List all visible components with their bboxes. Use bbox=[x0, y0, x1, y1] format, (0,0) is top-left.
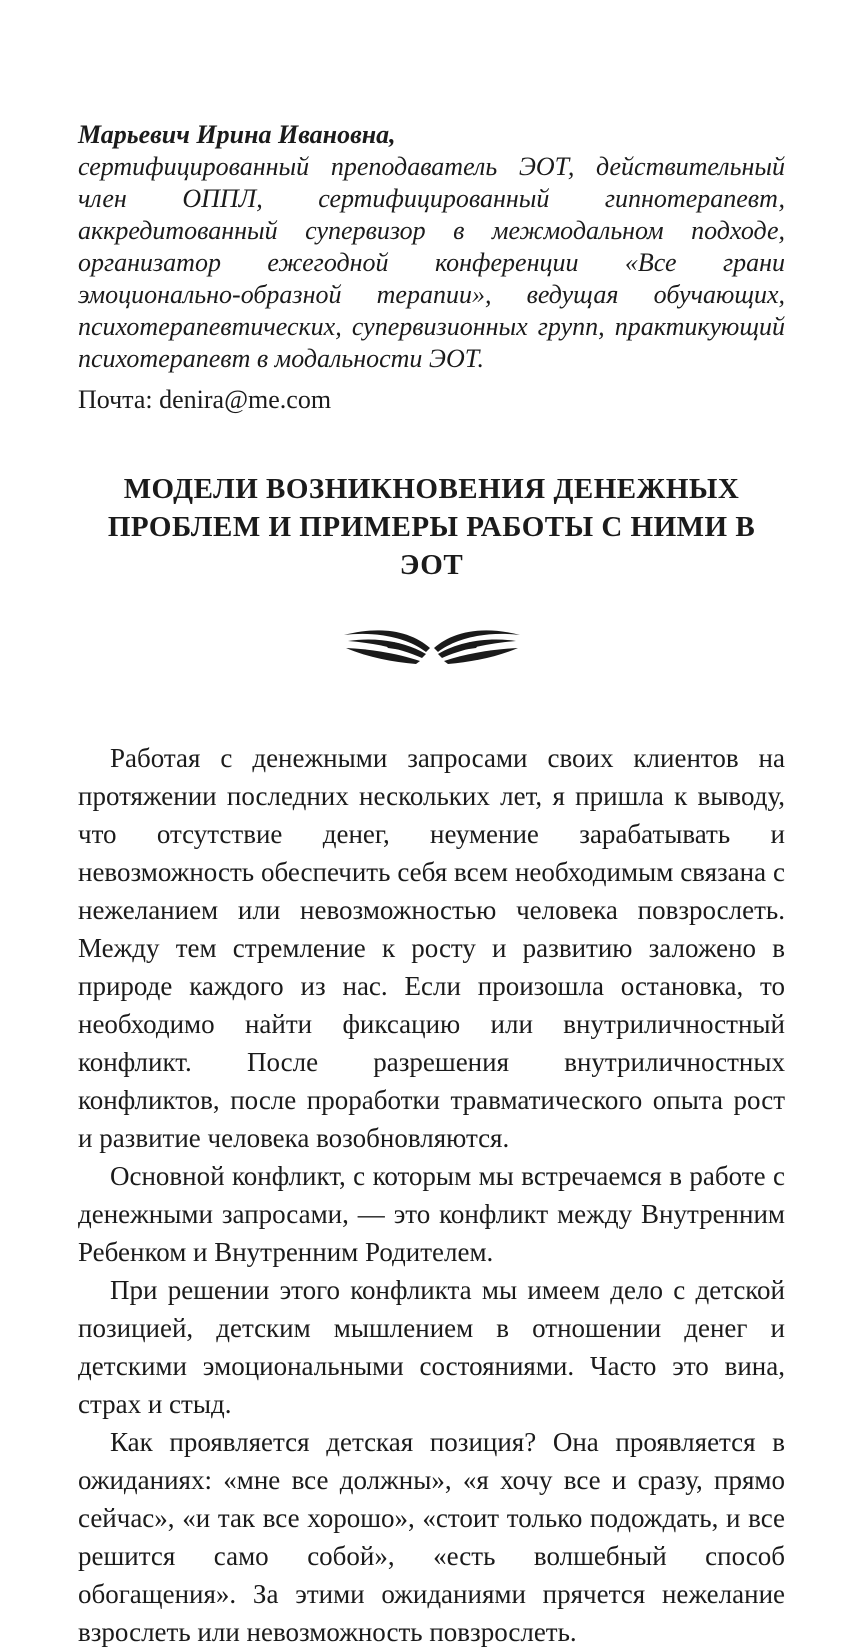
chapter-title bbox=[78, 470, 785, 584]
author-name: Марьевич Ирина Ивановна, bbox=[78, 120, 396, 149]
author-block bbox=[78, 118, 785, 416]
section-ornament bbox=[78, 624, 785, 675]
paragraph-4: Как проявляется детская позиция? Она проявляется в ожиданиях: «мне все должны», «я хочу все и сразу, прямо сейчас», «и так все хорошо», «стоит только подождать, и все решится само собой», «есть волшебный способ обогащения». За этими ожиданиями прячется нежелание взрослеть или невозможность повзрослеть. bbox=[78, 1427, 785, 1647]
author-email-line bbox=[78, 384, 785, 416]
author-bio: сертифицированный преподаватель ЭОТ, действительный член ОППЛ, сертифицированный гипнотерапевт, аккредитованный супервизор в межмодальном подходе, организатор ежегодной конференции «Все грани эмоционально-образной терапии», ведущая обучающих, психотерапевтических, супервизионных групп, практикующий психотерапевт в модальности ЭОТ. bbox=[78, 152, 785, 373]
paragraph-2: Основной конфликт, с которым мы встречаемся в работе с денежными запросами, — это конфликт между Внутренним Ребенком и Внутренним Родителем. bbox=[78, 1161, 785, 1267]
body-text bbox=[78, 739, 785, 1651]
paragraph-1: Работая с денежными запросами своих клиентов на протяжении последних нескольких лет, я пришла к выводу, что отсутствие денег, неумение зарабатывать и невозможность обеспечить себя всем необходимым связана с нежеланием или невозможностью человека повзрослеть. Между тем стремление к росту и развитию заложено в природе каждого из нас. Если произошла остановка, то необходимо найти фиксацию или внутриличностный конфликт. После разрешения внутриличностных конфликтов, после проработки травматического опыта рост и развитие человека возобновляются. bbox=[78, 743, 785, 1153]
paragraph-3: При решении этого конфликта мы имеем дело с детской позицией, детским мышлением в отношении денег и детскими эмоциональными состояниями. Часто это вина, страх и стыд. bbox=[78, 1275, 785, 1419]
chapter-title-line-2: ПРОБЛЕМ И ПРИМЕРЫ РАБОТЫ С НИМИ В ЭОТ bbox=[107, 511, 756, 581]
chapter-title-line-1: МОДЕЛИ ВОЗНИКНОВЕНИЯ ДЕНЕЖНЫХ bbox=[123, 473, 740, 505]
email-address: denira@me.com bbox=[159, 385, 332, 414]
calligraphic-flourish-icon bbox=[339, 657, 525, 674]
email-label: Почта: bbox=[78, 385, 153, 414]
